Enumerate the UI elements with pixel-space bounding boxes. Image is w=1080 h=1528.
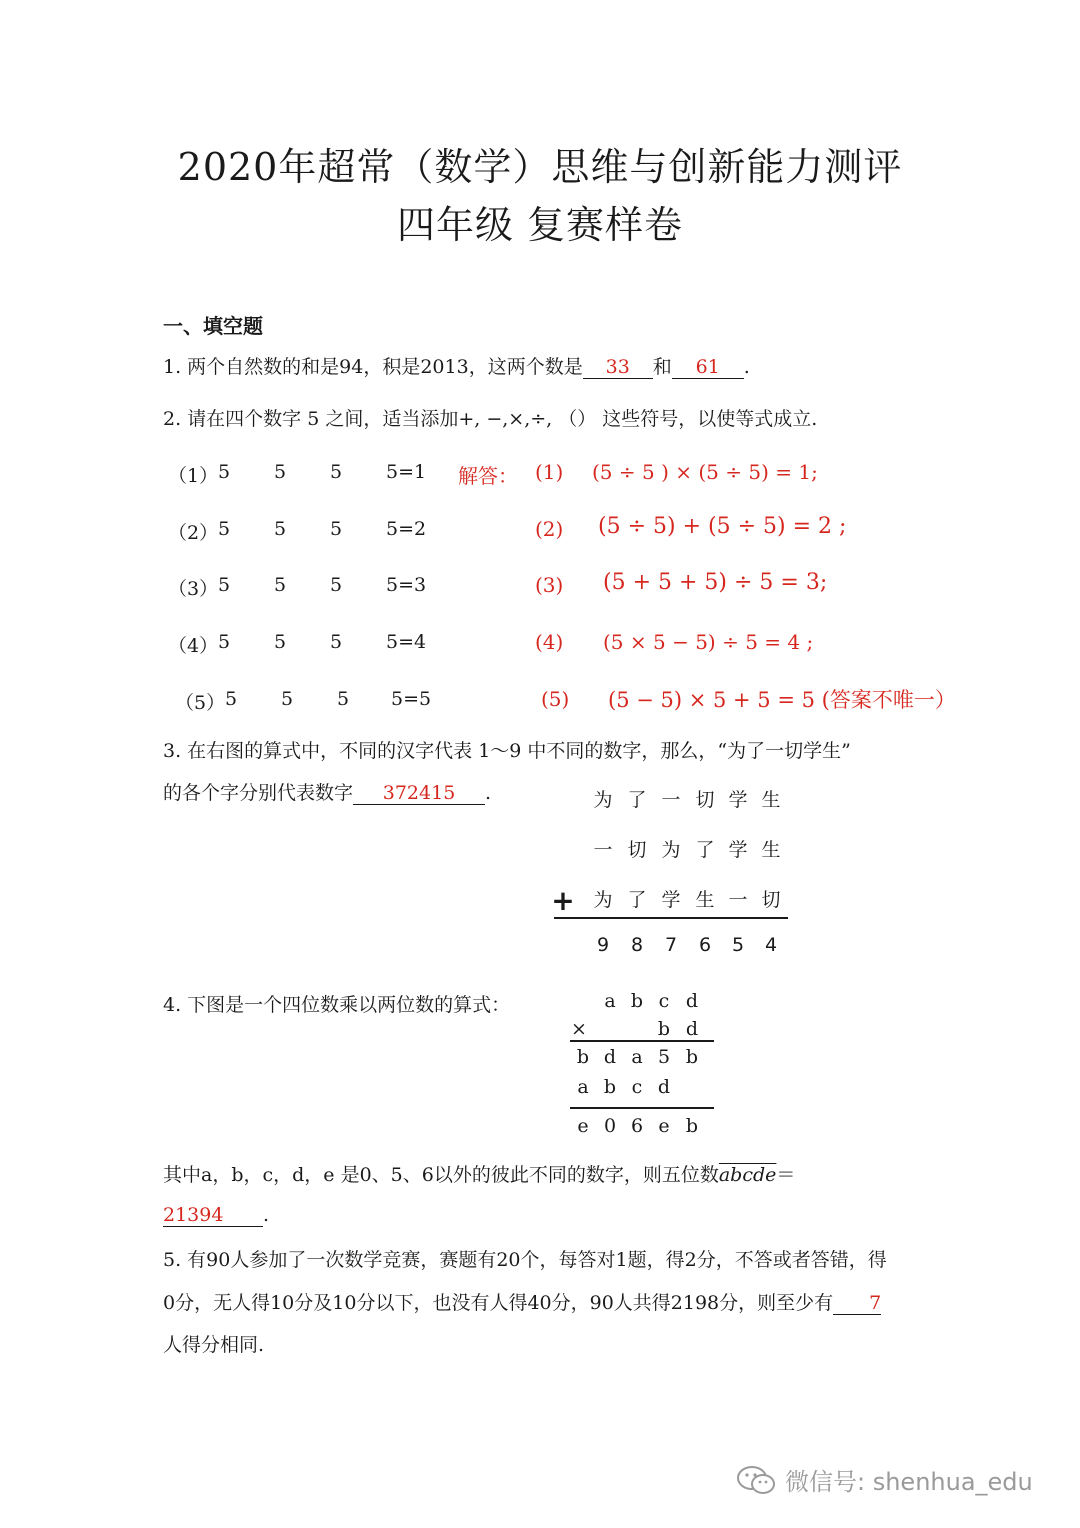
question-3-line-1: 3. 在右图的算式中，不同的汉字代表 1～9 中不同的数字，那么，“为了一切学生” xyxy=(163,740,851,762)
q1-text: 1. 两个自然数的和是94，积是2013，这两个数是 xyxy=(163,356,583,378)
question-4-line-1 xyxy=(163,1160,795,1187)
q2-num: 5 xyxy=(330,518,343,540)
q2-answer-number: (2) xyxy=(535,517,564,541)
question-3-line-2 xyxy=(163,778,491,805)
q2-answer: (5 + 5 + 5) ÷ 5 = 3; xyxy=(603,570,828,595)
q4-answer: 21394 xyxy=(163,1204,263,1227)
q4-equals: ＝ xyxy=(776,1164,796,1186)
q4-text: 其中a，b，c，d，e 是0、5、6以外的彼此不同的数字，则五位数 xyxy=(163,1164,719,1186)
q3-cell: 为 xyxy=(593,889,613,911)
q4-digit: b xyxy=(630,990,644,1012)
question-1 xyxy=(163,352,750,379)
watermark xyxy=(735,1462,1033,1497)
q5-text: 0分，无人得10分及10分以下，也没有人得40分，90人共得2198分，则至少有 xyxy=(163,1292,834,1314)
q2-num: 5 xyxy=(218,631,231,653)
q1-answer-1: 33 xyxy=(583,356,653,379)
q2-row-label: （3） xyxy=(168,578,219,600)
q2-num: 5 xyxy=(330,574,343,596)
q4-rule-line xyxy=(570,1040,714,1042)
q3-result-digit: 5 xyxy=(731,934,745,956)
q2-answer: (5 ÷ 5) + (5 ÷ 5) = 2 ; xyxy=(598,514,847,539)
q2-row-label: （1） xyxy=(168,465,219,487)
q2-num: 5=5 xyxy=(391,688,432,710)
page-title: 2020年超常（数学）思维与创新能力测评 xyxy=(177,145,903,189)
q3-result-digit: 7 xyxy=(664,934,678,956)
q4-digit: b xyxy=(657,1018,671,1040)
q3-cell: 切 xyxy=(627,839,647,861)
q3-cell: 学 xyxy=(728,789,748,811)
q4-digit: a xyxy=(604,990,616,1012)
q2-num: 5 xyxy=(274,461,287,483)
q3-text: 的各个字分别代表数字 xyxy=(163,782,354,804)
q4-rule-line xyxy=(570,1107,714,1109)
q3-answer: 372415 xyxy=(353,782,485,805)
q3-cell: 切 xyxy=(761,889,781,911)
q2-answer-number: (1) xyxy=(535,460,564,484)
q3-cell: 学 xyxy=(728,839,748,861)
q2-num: 5 xyxy=(225,688,238,710)
q2-num: 5 xyxy=(281,688,294,710)
q2-num: 5 xyxy=(337,688,350,710)
q3-cell: 一 xyxy=(728,889,748,911)
q1-period: . xyxy=(743,356,750,378)
q4-digit: 5 xyxy=(657,1046,671,1068)
q4-digit: b xyxy=(685,1046,699,1068)
q4-digit: a xyxy=(577,1076,589,1098)
q3-cell: 一 xyxy=(593,839,613,861)
q4-digit: d xyxy=(657,1076,671,1098)
q2-answer-label: 解答： xyxy=(458,464,518,488)
q3-result-digit: 9 xyxy=(596,934,610,956)
q2-answer: (5 ÷ 5 ) × (5 ÷ 5) = 1; xyxy=(592,460,818,484)
q4-digit: 6 xyxy=(630,1115,644,1137)
question-4-line-2 xyxy=(163,1204,269,1227)
q3-sum-line xyxy=(554,917,788,919)
q3-cell: 了 xyxy=(695,839,715,861)
q3-cell: 为 xyxy=(593,789,613,811)
q1-answer-2: 61 xyxy=(672,356,744,379)
q3-plus-sign: + xyxy=(551,884,575,917)
question-5-line-2 xyxy=(163,1288,881,1315)
q2-answer-number: (5) xyxy=(541,687,570,711)
watermark-text: 微信号: shenhua_edu xyxy=(785,1468,1033,1496)
q3-result-digit: 8 xyxy=(630,934,644,956)
q2-num: 5 xyxy=(218,574,231,596)
question-5-line-3: 人得分相同. xyxy=(163,1334,265,1356)
q2-num: 5 xyxy=(218,461,231,483)
q5-answer: 7 xyxy=(833,1292,881,1315)
q2-num: 5 xyxy=(330,461,343,483)
q2-answer-number: (3) xyxy=(535,573,564,597)
q2-num: 5=3 xyxy=(386,574,427,596)
q4-digit: c xyxy=(631,1076,643,1098)
question-4-stem: 4. 下图是一个四位数乘以两位数的算式： xyxy=(163,994,511,1016)
q4-digit: d xyxy=(685,1018,699,1040)
q3-cell: 生 xyxy=(761,789,781,811)
q4-digit: e xyxy=(658,1115,670,1137)
q2-answer: (5 × 5 − 5) ÷ 5 = 4 ; xyxy=(603,630,814,654)
q2-num: 5=1 xyxy=(386,461,427,483)
q4-digit: b xyxy=(685,1115,699,1137)
page-subtitle: 四年级 复赛样卷 xyxy=(396,203,684,247)
q3-result-digit: 4 xyxy=(764,934,778,956)
q3-cell: 学 xyxy=(661,889,681,911)
q2-answer-number: (4) xyxy=(535,630,564,654)
q4-overline-number: abcde xyxy=(718,1164,777,1186)
q2-num: 5=4 xyxy=(386,631,427,653)
q2-row-label: （2） xyxy=(168,522,219,544)
q2-num: 5 xyxy=(274,518,287,540)
q3-cell: 切 xyxy=(695,789,715,811)
q3-cell: 了 xyxy=(627,889,647,911)
q2-num: 5=2 xyxy=(386,518,427,540)
q3-cell: 为 xyxy=(661,839,681,861)
q2-num: 5 xyxy=(274,631,287,653)
section-heading: 一、填空题 xyxy=(163,314,263,338)
q2-answer: (5 − 5) × 5 + 5 = 5 (答案不唯一） xyxy=(608,688,956,712)
q4-digit: b xyxy=(576,1046,590,1068)
q2-num: 5 xyxy=(330,631,343,653)
q3-cell: 生 xyxy=(695,889,715,911)
q1-and: 和 xyxy=(652,356,672,378)
q3-cell: 了 xyxy=(627,789,647,811)
q4-digit: d xyxy=(685,990,699,1012)
q2-num: 5 xyxy=(274,574,287,596)
q2-num: 5 xyxy=(218,518,231,540)
q4-digit: e xyxy=(577,1115,589,1137)
q2-row-label: （5） xyxy=(175,692,226,714)
q4-digit: 0 xyxy=(603,1115,617,1137)
q4-times-sign: × xyxy=(571,1018,587,1040)
q3-cell: 生 xyxy=(761,839,781,861)
q4-digit: b xyxy=(603,1076,617,1098)
wechat-icon xyxy=(735,1463,779,1497)
q4-period: . xyxy=(263,1204,270,1226)
question-2-stem: 2. 请在四个数字 5 之间，适当添加+, −,×,÷, （） 这些符号，以使等式成立. xyxy=(163,408,818,430)
q4-digit: c xyxy=(658,990,670,1012)
q2-row-label: （4） xyxy=(168,635,219,657)
q3-result-digit: 6 xyxy=(698,934,712,956)
q3-period: . xyxy=(485,782,492,804)
q4-digit: a xyxy=(631,1046,643,1068)
q4-digit: d xyxy=(603,1046,617,1068)
q3-cell: 一 xyxy=(661,789,681,811)
question-5-line-1: 5. 有90人参加了一次数学竞赛，赛题有20个，每答对1题，得2分，不答或者答错，得 xyxy=(163,1249,887,1271)
